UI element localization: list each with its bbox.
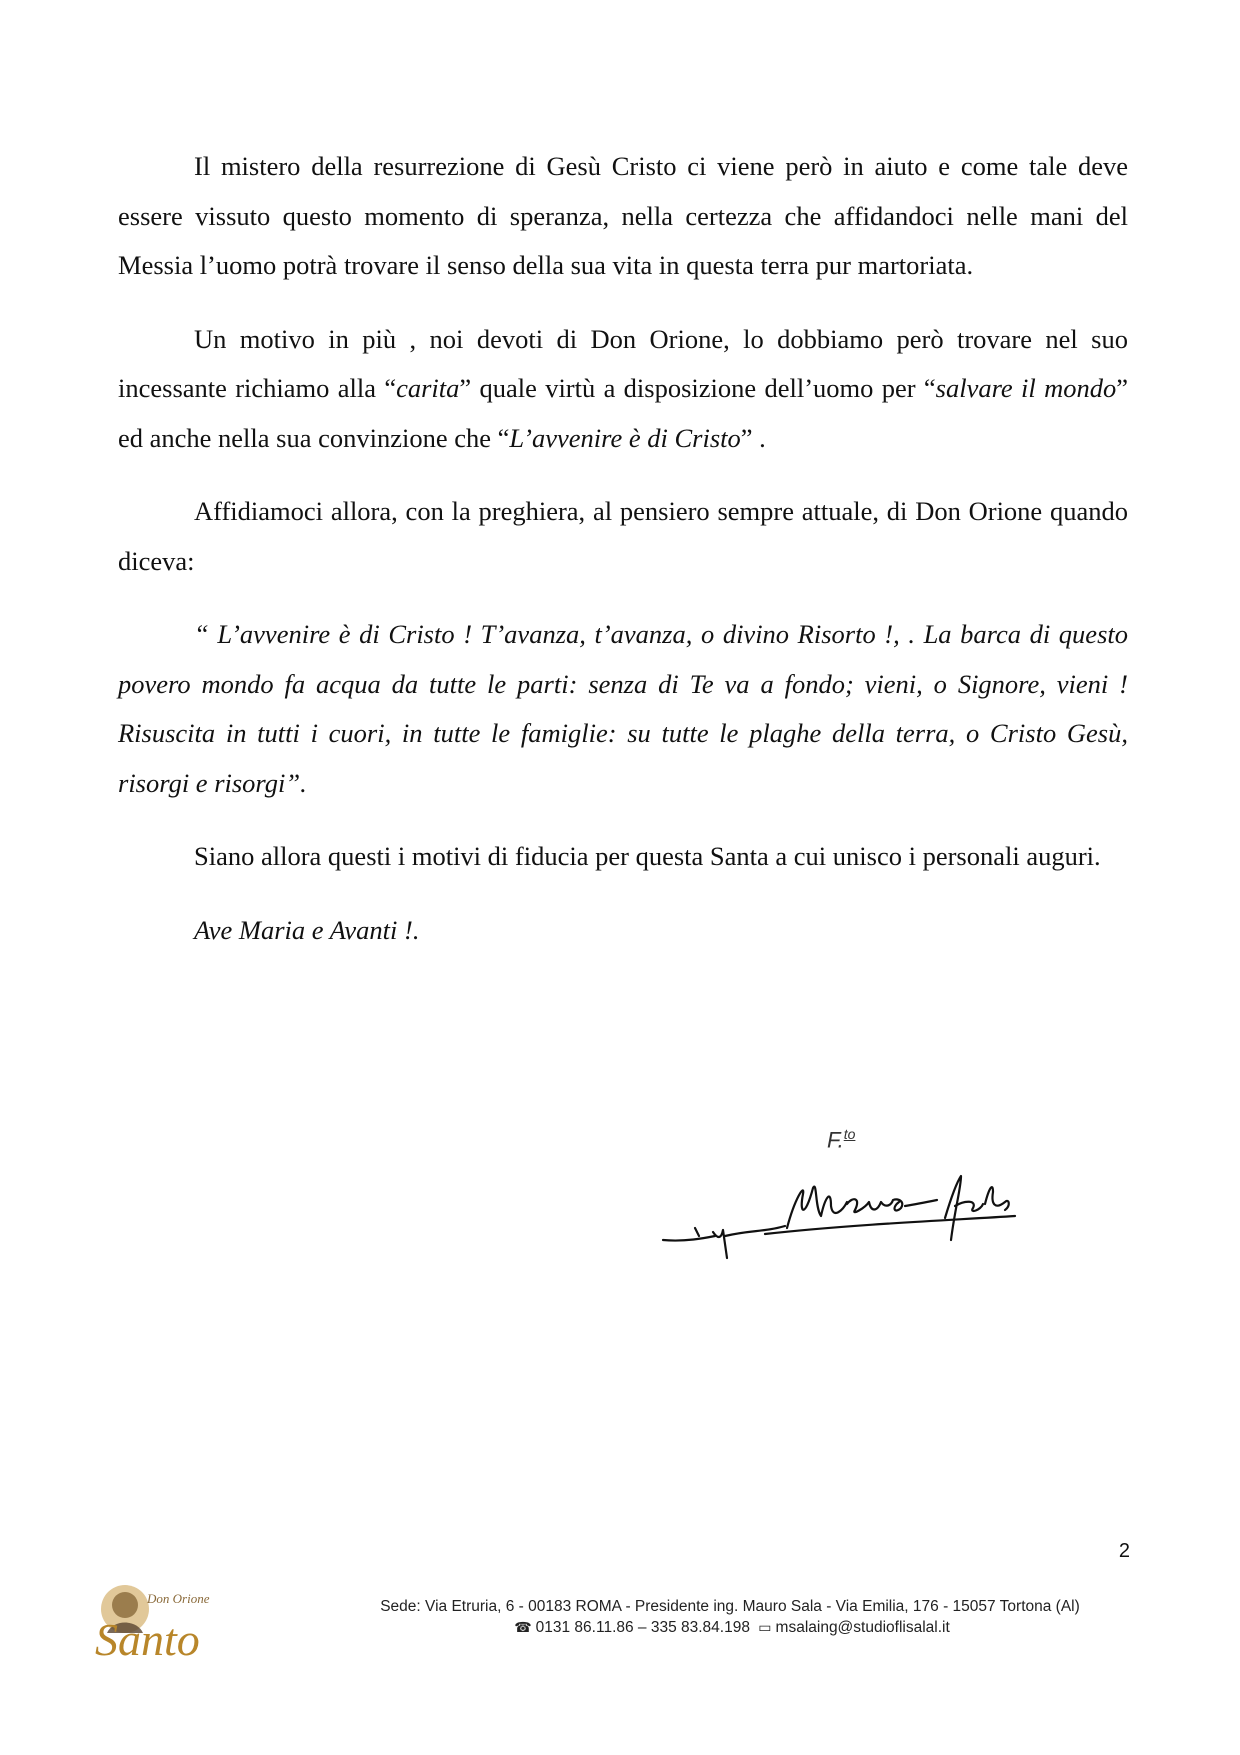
paragraph-2-text-g: ” . [740,422,766,453]
handwritten-signature [655,1158,1055,1288]
quote-paragraph: “ L’avvenire è di Cristo ! T’avanza, t’avanza, o divino Risorto !, . La barca di questo povero mondo fa acqua da tutte le parti: senza di Te va a fondo; vieni, o Signore, vieni ! Risuscita in tutti i cuori, in tutte le famiglie: su tutte le plaghe della terra, o Cristo Gesù, risorgi e risorgi”. [118,619,1128,798]
fto-label [827,1126,855,1153]
paragraph-2-text-c: ” quale virtù a disposizione dell’uomo per “ [459,373,936,403]
svg-text:Don Orione: Don Orione [147,1591,210,1606]
signature-block [655,1118,1055,1298]
paragraph-2-italic-carita: carita [396,373,460,403]
computer-icon: ▭ [758,1619,772,1635]
fto-superscript: to [843,1126,856,1142]
closing-line: Ave Maria e Avanti !. [194,914,420,945]
paragraph-2-italic-avvenire: L’avvenire è di Cristo [509,422,741,453]
fto-prefix: F. [827,1127,844,1153]
paragraph-4: Siano allora questi i motivi di fiducia per questa Santa a cui unisco i personali auguri. [194,841,1101,871]
don-orione-santo-logo [85,1575,250,1670]
paragraph-2-text-a: Un motivo in più , noi devoti di Don Orione, lo dobbiamo però trovare nel suo incessante richiamo alla “ [118,323,1128,403]
footer-email[interactable]: msalaing@studioflisalal.it [775,1619,950,1636]
footer [330,1597,1130,1638]
page-number: 2 [1118,1540,1130,1562]
paragraph-2-text-e: ” ed anche nella sua convinzione che “ [118,373,1128,453]
paragraph-3: Affidiamoci allora, con la preghiera, al pensiero sempre attuale, di Don Orione quando diceva: [118,496,1128,576]
paragraph-2-italic-salvare: salvare il mondo [935,373,1117,403]
paragraph-1: Il mistero della resurrezione di Gesù Cristo ci viene però in aiuto e come tale deve essere vissuto questo momento di speranza, nella certezza che affidandoci nelle mani del Messia l’uomo potrà trovare il senso della sua vita in questa terra pur martoriata. [118,151,1128,280]
footer-address: Sede: Via Etruria, 6 - 00183 ROMA - Presidente ing. Mauro Sala - Via Emilia, 176 - 15057 Tortona (Al) [380,1598,1080,1615]
svg-text:Santo: Santo [95,1614,200,1665]
letter-body [118,142,1128,979]
paragraph-2 [118,315,1128,464]
phone-icon: ☎ [514,1619,532,1635]
footer-phones: 0131 86.11.86 – 335 83.84.198 [535,1619,750,1636]
footer-contacts [330,1617,1130,1638]
